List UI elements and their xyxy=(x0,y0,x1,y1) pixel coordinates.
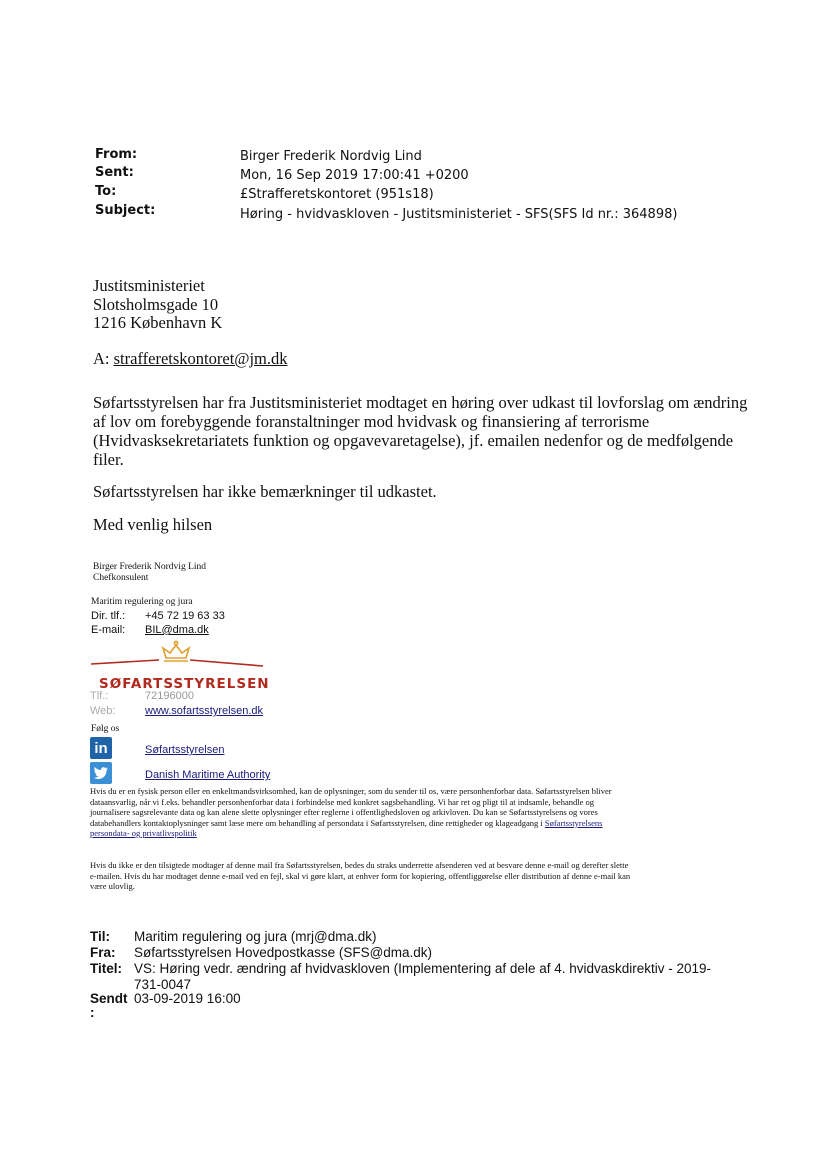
body-line: af lov om forebyggende foranstaltninger mod hvidvask og finansiering af terrorisme xyxy=(93,412,650,431)
tel-value: 72196000 xyxy=(145,690,194,702)
body-line: filer. xyxy=(93,450,124,469)
signature-email-label: E-mail: xyxy=(91,624,126,636)
signature-name: Birger Frederik Nordvig Lind xyxy=(93,562,207,572)
bird-glyph xyxy=(93,766,109,780)
crown-icon xyxy=(91,640,266,670)
recipient-address xyxy=(93,277,222,333)
disclaimer-text: databehandlers kontaktoplysninger samt læse mere om behandling af persondata i Søfartsstyrelsen, dine rettigheder og klageadgang i xyxy=(90,817,543,828)
web-link[interactable]: www.sofartsstyrelsen.dk xyxy=(145,705,263,717)
disclaimer-line: være ulovlig. xyxy=(90,881,135,891)
disclaimer-line: Hvis du ikke er den tilsigtede modtager af denne mail fra Søfartsstyrelsen, bedes du straks underrette afsenderen ved at besvare denne e-mail og derefter slette xyxy=(90,860,629,870)
body-line: (Hvidvasksekretariatets funktion og opgavevaretagelse), jf. emailen nedenfor og de medfølgende xyxy=(93,431,734,450)
body-paragraph-1 xyxy=(93,393,747,469)
til-value: Maritim regulering og jura (mrj@dma.dk) xyxy=(134,929,377,944)
privacy-policy-link[interactable]: Søfartsstyrelsens xyxy=(544,817,603,828)
titel-label: Titel: xyxy=(90,961,123,976)
fra-value: Søfartsstyrelsen Hovedpostkasse (SFS@dma.dk) xyxy=(134,945,433,960)
linkedin-icon[interactable]: in xyxy=(90,737,112,759)
signature-title: Chefkonsulent xyxy=(93,573,149,583)
signature-email-link[interactable]: BIL@dma.dk xyxy=(145,624,209,636)
subject-label: Subject: xyxy=(95,203,156,218)
attention-line xyxy=(93,349,288,368)
disclaimer-line: journalisere sagsrelevante data og kan alene slette oplysninger efter reglerne i offentlighedsloven og arkivloven. Du kan se Søfartsstyrelsens og vores xyxy=(90,807,598,817)
from-value: Birger Frederik Nordvig Lind xyxy=(240,149,422,164)
from-label: From: xyxy=(95,147,138,162)
address-line-3: 1216 København K xyxy=(93,313,223,332)
to-label: To: xyxy=(95,184,117,199)
linkedin-link[interactable]: Søfartsstyrelsen xyxy=(145,744,225,756)
attention-email-link[interactable]: strafferetskontoret@jm.dk xyxy=(113,349,288,368)
titel-value-line-2: 731-0047 xyxy=(134,977,192,992)
signature-department: Maritim regulering og jura xyxy=(91,597,193,607)
signature-phone-value: +45 72 19 63 33 xyxy=(145,610,225,622)
logo-text: SØFARTSSTYRELSEN xyxy=(99,676,270,692)
twitter-icon[interactable] xyxy=(90,762,112,784)
sendt-colon: : xyxy=(90,1005,95,1020)
privacy-policy-link-cont[interactable]: persondata- og privatlivspolitik xyxy=(90,828,197,838)
sendt-value: 03-09-2019 16:00 xyxy=(134,991,241,1006)
closing: Med venlig hilsen xyxy=(93,515,213,534)
signature-phone-label: Dir. tlf.: xyxy=(91,610,126,622)
disclaimer-line: e-mailen. Hvis du har modtaget denne e-mail ved en fejl, skal vi gøre klart, at enhver form for kopiering, offentliggørelse eller distribution af denne e-mail kan xyxy=(90,870,631,881)
subject-value: Høring - hvidvaskloven - Justitsministeriet - SFS(SFS Id nr.: 364898) xyxy=(240,207,678,222)
attention-prefix: A: xyxy=(93,349,110,368)
disclaimer-paragraph-1 xyxy=(90,786,750,839)
to-value: £Strafferetskontoret (951s18) xyxy=(240,187,434,202)
body-paragraph-2: Søfartsstyrelsen har ikke bemærkninger til udkastet. xyxy=(93,482,437,501)
titel-value-line-1: VS: Høring vedr. ændring af hvidvaskloven (Implementering af dele af 4. hvidvaskdirektiv - 2019- xyxy=(134,961,712,976)
til-label: Til: xyxy=(90,929,110,944)
disclaimer-line xyxy=(90,818,750,829)
disclaimer-line: Hvis du er en fysisk person eller en enkeltmandsvirksomhed, kan de oplysninger, som du sender til os, være personhenforbar data. Søfartsstyrelsen bliver xyxy=(90,786,612,796)
sent-label: Sent: xyxy=(95,165,134,180)
disclaimer-line xyxy=(90,828,750,839)
logo xyxy=(91,640,270,692)
address-line-1: Justitsministeriet xyxy=(93,276,205,295)
body-line: Søfartsstyrelsen har fra Justitsministeriet modtaget en høring over udkast til lovforslag om ændring xyxy=(93,393,748,412)
tel-label: Tlf.: xyxy=(90,690,109,702)
twitter-link[interactable]: Danish Maritime Authority xyxy=(145,769,271,781)
web-label: Web: xyxy=(90,705,116,717)
sent-value: Mon, 16 Sep 2019 17:00:41 +0200 xyxy=(240,168,469,183)
disclaimer-paragraph-2 xyxy=(90,860,750,892)
fra-label: Fra: xyxy=(90,945,116,960)
sendt-label: Sendt xyxy=(90,991,128,1006)
follow-label: Følg os xyxy=(91,724,120,734)
disclaimer-line: dataansvarlig, når vi f.eks. behandler personhenforbar data i forbindelse med konkret sagsbehandling. Vi har ret og pligt til at indsamle, behandle og xyxy=(90,796,594,807)
address-line-2: Slotsholmsgade 10 xyxy=(93,294,219,314)
